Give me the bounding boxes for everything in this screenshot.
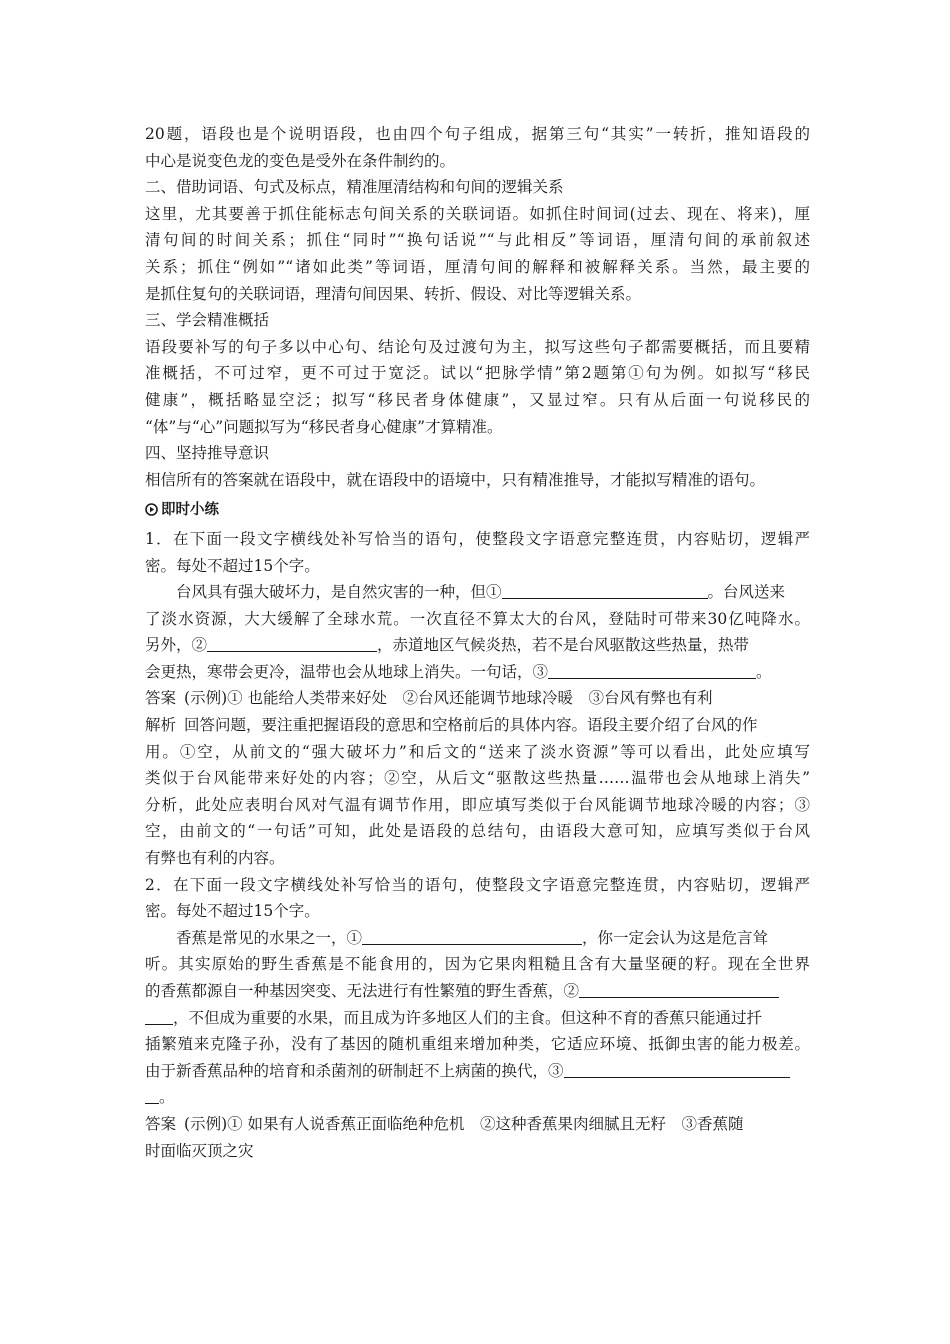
answer-blank[interactable]: [362, 926, 582, 945]
analysis-line: 空，由前文的“一句话”可知，此处是语段的总结句，由语段大意可知，应填写类似于台风: [145, 822, 810, 841]
body-line: “体”与“心”问题拟写为“移民者身心健康”才算精准。: [145, 417, 503, 436]
passage-line: 由于新香蕉品种的培育和杀菌剂的研制赶不上病菌的换代，③: [145, 1058, 810, 1085]
body-line: 相信所有的答案就在语段中，就在语段中的语境中，只有精准推导，才能拟写精准的语句。: [145, 470, 766, 489]
passage-line: 。: [145, 1084, 810, 1111]
section-heading: 二、借助词语、句式及标点，精准厘清结构和句间的逻辑关系: [145, 178, 564, 197]
analysis-line: 解析 回答问题，要注重把握语段的意思和空格前后的具体内容。语段主要介绍了台风的作: [145, 716, 758, 735]
answer-line: 时面临灭顶之灾: [145, 1141, 254, 1160]
answer-blank[interactable]: [564, 1059, 790, 1078]
passage-line: 另外，② ，赤道地区气候炎热，若不是台风驱散这些热量，热带: [145, 632, 810, 659]
answer-blank[interactable]: [548, 660, 756, 679]
question-stem: 密。每处不超过15个字。: [145, 556, 320, 575]
intro-line: 20题，语段也是个说明语段，也由四个句子组成，据第三句“其实”一转折，推知语段的: [145, 125, 810, 143]
play-circle-icon: [145, 499, 158, 526]
intro-line: 中心是说变色龙的变色是受外在条件制约的。: [145, 151, 456, 170]
answer-blank[interactable]: [502, 580, 708, 599]
page-content: [145, 121, 810, 1164]
passage-line: ，不但成为重要的水果，而且成为许多地区人们的主食。但这种不育的香蕉只能通过扦: [145, 1005, 810, 1032]
passage-line: 会更热，寒带会更冷，温带也会从地球上消失。一句话，③ 。: [145, 659, 810, 686]
analysis-label: 解析: [145, 716, 177, 735]
analysis-line: 有弊也有利的内容。: [145, 849, 285, 868]
answer-blank[interactable]: [579, 979, 779, 998]
section-heading: 三、学会精准概括: [145, 311, 270, 330]
passage-line: 台风具有强大破坏力，是自然灾害的一种，但① 。台风送来: [145, 579, 810, 606]
passage-line: 听。其实原始的野生香蕉是不能食用的，因为它果肉粗糙且含有大量坚硬的籽。现在全世界: [145, 955, 810, 974]
answer-blank-continued[interactable]: [145, 1006, 173, 1025]
answer-blank-continued[interactable]: [145, 1085, 159, 1104]
body-line: 清句间的时间关系；抓住“同时”“换句话说”“与此相反”等词语，厘清句间的承前叙述: [145, 231, 810, 250]
body-line: 这里，尤其要善于抓住能标志句间关系的关联词语。如抓住时间词(过去、现在、将来)，厘: [145, 204, 810, 223]
question-stem: 1．在下面一段文字横线处补写恰当的语句，使整段文字语意完整连贯，内容贴切，逻辑严: [145, 529, 810, 548]
body-line: 语段要补写的句子多以中心句、结论句及过渡句为主，拟写这些句子都需要概括，而且要精: [145, 337, 810, 356]
passage-line: 香蕉是常见的水果之一，① ，你一定会认为这是危言耸: [145, 925, 810, 952]
section-heading: 四、坚持推导意识: [145, 444, 270, 463]
passage-line: 插繁殖来克隆子孙，没有了基因的随机重组来增加种类，它适应环境、抵御虫害的能力极差。: [145, 1035, 810, 1054]
practice-heading-text: 即时小练: [161, 502, 219, 519]
analysis-line: 类似于台风能带来好处的内容；②空，从后文“驱散这些热量……温带也会从地球上消失”: [145, 769, 810, 788]
analysis-line: 用。①空，从前文的“强大破坏力”和后文的“送来了淡水资源”等可以看出，此处应填写: [145, 742, 810, 761]
answer-line: 答案 (示例)① 也能给人类带来好处 ②台风还能调节地球冷暖 ③台风有弊也有利: [145, 689, 713, 708]
question-stem: 2．在下面一段文字横线处补写恰当的语句，使整段文字语意完整连贯，内容贴切，逻辑严: [145, 875, 810, 894]
practice-heading: [145, 497, 810, 524]
passage-line: 的香蕉都源自一种基因突变、无法进行有性繁殖的野生香蕉，②: [145, 978, 810, 1005]
answer-label: 答案: [145, 1114, 177, 1133]
answer-label: 答案: [145, 689, 177, 708]
passage-line: 了淡水资源，大大缓解了全球水荒。一次直径不算太大的台风，登陆时可带来30亿吨降水。: [145, 609, 810, 628]
body-line: 关系；抓住“例如”“诸如此类”等词语，厘清句间的解释和被解释关系。当然，最主要的: [145, 257, 810, 276]
body-line: 准概括，不可过窄，更不可过于宽泛。试以“把脉学情”第2题第①句为例。如拟写“移民: [145, 364, 810, 383]
body-line: 是抓住复句的关联词语，理清句间因果、转折、假设、对比等逻辑关系。: [145, 284, 642, 303]
analysis-line: 分析，此处应表明台风对气温有调节作用，即应填写类似于台风能调节地球冷暖的内容；③: [145, 795, 810, 814]
body-line: 健康”，概括略显空泛；拟写“移民者身体健康”，又显过窄。只有从后面一句说移民的: [145, 390, 810, 409]
answer-blank[interactable]: [207, 633, 377, 652]
answer-line: 答案 (示例)① 如果有人说香蕉正面临绝种危机 ②这种香蕉果肉细腻且无籽 ③香蕉随: [145, 1114, 744, 1133]
question-stem: 密。每处不超过15个字。: [145, 902, 320, 921]
